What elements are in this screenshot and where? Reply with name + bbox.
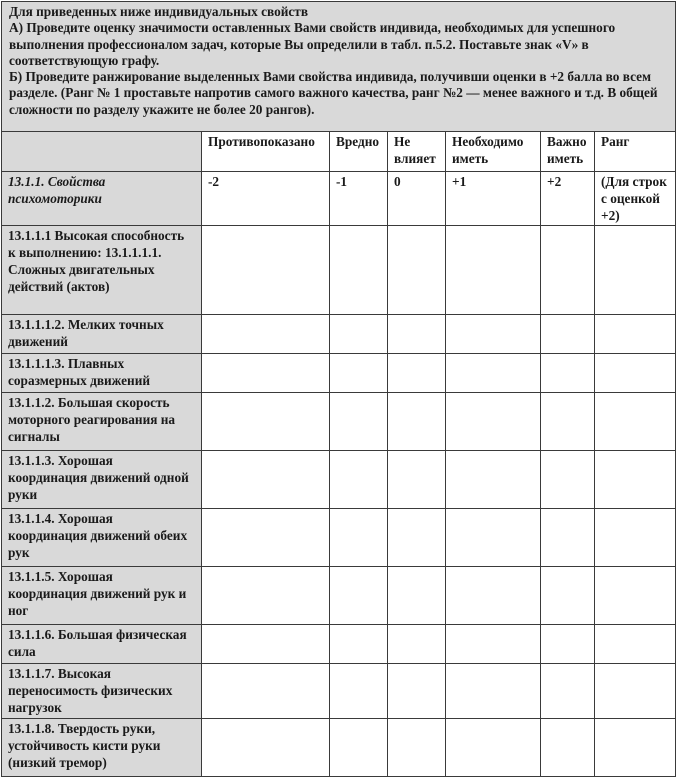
cell-rank[interactable] [595,393,676,451]
instructions-part-b: Б) Проведите ранжирование выделенных Вами свойства индивида, получивши оценки в +2 балла во всем разделе. (Ранг № 1 проставьте напротив самого важного качества, ранг №2 — менее важного и т.д. В общей сложности по разделу укажите не более 20 рангов). [9,69,658,117]
property-label: 13.1.1.1 Высокая способность к выполнению: 13.1.1.1.1. Сложных двигательных действий (актов) [2,226,202,315]
property-label: 13.1.1.6. Большая физическая сила [2,625,202,664]
section-title: 13.1.1. Свойства психомоторики [2,172,202,226]
cell-rank[interactable] [595,567,676,625]
table-row [2,393,676,451]
cell-harmful[interactable] [330,451,388,509]
cell-no-effect[interactable] [388,719,446,777]
property-label: 13.1.1.5. Хорошая координация движений рук и ног [2,567,202,625]
table-row [2,354,676,393]
cell-important[interactable] [541,719,595,777]
cell-important[interactable] [541,625,595,664]
instructions-title: Для приведенных ниже индивидуальных свойств [9,4,309,19]
cell-important[interactable] [541,664,595,719]
header-blank-cell [2,132,202,172]
table-row [2,719,676,777]
cell-necessary[interactable] [446,451,541,509]
cell-harmful[interactable] [330,509,388,567]
table-row [2,664,676,719]
cell-no-effect[interactable] [388,226,446,315]
cell-harmful[interactable] [330,354,388,393]
cell-harmful[interactable] [330,315,388,354]
cell-necessary[interactable] [446,226,541,315]
cell-necessary[interactable] [446,354,541,393]
cell-necessary[interactable] [446,719,541,777]
cell-necessary[interactable] [446,567,541,625]
cell-harmful[interactable] [330,393,388,451]
cell-contraindicated[interactable] [202,226,330,315]
header-no-effect: Не влияет [388,132,446,172]
cell-contraindicated[interactable] [202,509,330,567]
cell-no-effect[interactable] [388,509,446,567]
header-rank: Ранг [595,132,676,172]
score-plus-2: +2 [541,172,595,226]
cell-important[interactable] [541,315,595,354]
cell-no-effect[interactable] [388,664,446,719]
cell-no-effect[interactable] [388,567,446,625]
cell-important[interactable] [541,393,595,451]
rank-note: (Для строк с оценкой +2) [595,172,676,226]
cell-necessary[interactable] [446,509,541,567]
table-row [2,567,676,625]
header-important: Важно иметь [541,132,595,172]
cell-contraindicated[interactable] [202,354,330,393]
cell-rank[interactable] [595,451,676,509]
score-minus-1: -1 [330,172,388,226]
cell-no-effect[interactable] [388,315,446,354]
property-label: 13.1.1.3. Хорошая координация движений одной руки [2,451,202,509]
table-row [2,315,676,354]
cell-important[interactable] [541,226,595,315]
cell-rank[interactable] [595,509,676,567]
cell-rank[interactable] [595,664,676,719]
header-necessary: Необходимо иметь [446,132,541,172]
cell-contraindicated[interactable] [202,719,330,777]
cell-necessary[interactable] [446,315,541,354]
column-header-row [2,132,676,172]
cell-harmful[interactable] [330,664,388,719]
score-plus-1: +1 [446,172,541,226]
cell-harmful[interactable] [330,719,388,777]
property-label: 13.1.1.2. Большая скорость моторного реагирования на сигналы [2,393,202,451]
cell-no-effect[interactable] [388,451,446,509]
cell-necessary[interactable] [446,393,541,451]
property-label: 13.1.1.1.3. Плавных соразмерных движений [2,354,202,393]
property-label: 13.1.1.4. Хорошая координация движений обеих рук [2,509,202,567]
cell-contraindicated[interactable] [202,315,330,354]
table-row [2,625,676,664]
property-label: 13.1.1.1.2. Мелких точных движений [2,315,202,354]
table-row [2,226,676,315]
score-zero: 0 [388,172,446,226]
cell-necessary[interactable] [446,664,541,719]
cell-rank[interactable] [595,354,676,393]
instructions-part-a: А) Проведите оценку значимости оставленных Вами свойств индивида, необходимых для успешного выполнения профессионалом задач, которые Вы определили в табл. п.5.2. Поставьте знак «V» в соответствующую графу. [9,20,616,68]
cell-no-effect[interactable] [388,393,446,451]
cell-contraindicated[interactable] [202,664,330,719]
cell-no-effect[interactable] [388,625,446,664]
instructions-block [2,2,676,132]
property-label: 13.1.1.7. Высокая переносимость физических нагрузок [2,664,202,719]
cell-contraindicated[interactable] [202,625,330,664]
cell-important[interactable] [541,509,595,567]
cell-harmful[interactable] [330,567,388,625]
property-label: 13.1.1.8. Твердость руки, устойчивость кисти руки (низкий тремор) [2,719,202,777]
table-row [2,509,676,567]
cell-rank[interactable] [595,719,676,777]
table-row [2,451,676,509]
cell-contraindicated[interactable] [202,393,330,451]
header-harmful: Вредно [330,132,388,172]
cell-rank[interactable] [595,226,676,315]
header-contraindicated: Противопоказано [202,132,330,172]
cell-important[interactable] [541,354,595,393]
cell-contraindicated[interactable] [202,451,330,509]
cell-important[interactable] [541,567,595,625]
cell-necessary[interactable] [446,625,541,664]
cell-rank[interactable] [595,315,676,354]
section-header-row [2,172,676,226]
cell-contraindicated[interactable] [202,567,330,625]
cell-harmful[interactable] [330,226,388,315]
cell-harmful[interactable] [330,625,388,664]
cell-no-effect[interactable] [388,354,446,393]
cell-rank[interactable] [595,625,676,664]
assessment-table [1,1,676,777]
score-minus-2: -2 [202,172,330,226]
cell-important[interactable] [541,451,595,509]
